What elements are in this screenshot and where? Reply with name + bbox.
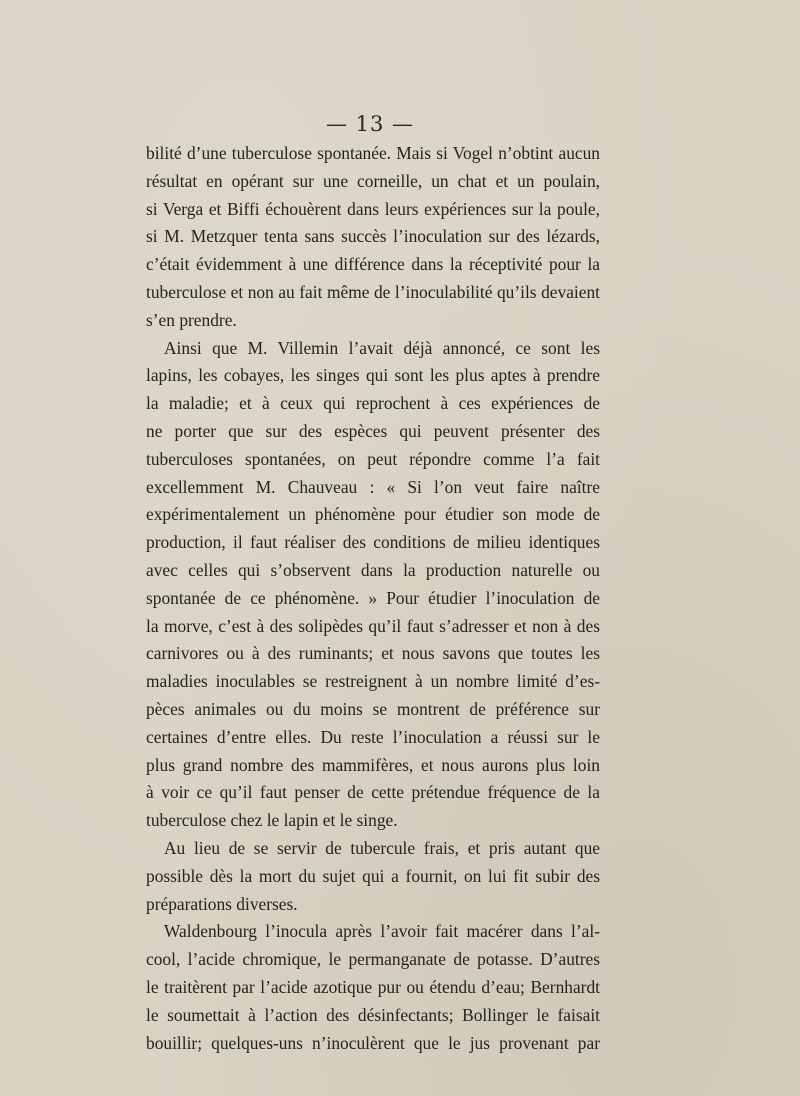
text-line: préparations diverses. — [146, 893, 298, 914]
text-line: spontanée de ce phénomène. » Pour étudier l’inoculation de — [146, 587, 600, 608]
text-line: production, il faut réaliser des conditions de milieu identiques — [146, 532, 600, 553]
text-line: la maladie; et à ceux qui reprochent à ces expériences de — [146, 393, 600, 414]
text-line: lapins, les cobayes, les singes qui sont les plus aptes à prendre — [146, 365, 600, 386]
text-line: tuberculoses spontanées, on peut répondre comme l’a fait — [146, 448, 600, 469]
text-line: si Verga et Biffi échouèrent dans leurs expériences sur la poule, — [146, 198, 600, 219]
text-line: la morve, c’est à des solipèdes qu’il faut s’adresser et non à des — [146, 615, 600, 636]
text-line: expérimentalement un phénomène pour étudier son mode de — [146, 504, 600, 525]
text-line: carnivores ou à des ruminants; et nous savons que toutes les — [146, 643, 600, 664]
body-text — [146, 140, 600, 1057]
text-line: excellemment M. Chauveau : « Si l’on veut faire naître — [146, 476, 600, 497]
text-line: résultat en opérant sur une corneille, un chat et un poulain, — [146, 170, 600, 191]
text-line: s’en prendre. — [146, 309, 237, 330]
text-line: bilité d’une tuberculose spontanée. Mais si Vogel n’obtint aucun — [146, 143, 600, 163]
text-line: possible dès la mort du sujet qui a fournit, on lui fit subir des — [146, 865, 600, 886]
text-line: Ainsi que M. Villemin l’avait déjà annoncé, ce sont les — [164, 337, 600, 358]
text-line: certaines d’entre elles. Du reste l’inoculation a réussi sur le — [146, 726, 600, 747]
text-line: Au lieu de se servir de tubercule frais, et pris autant que — [164, 837, 600, 858]
text-line: pèces animales ou du moins se montrent de préférence sur — [146, 698, 600, 719]
text-line: cool, l’acide chromique, le permanganate de potasse. D’autres — [146, 949, 600, 970]
text-line: ne porter que sur des espèces qui peuvent présenter des — [146, 420, 600, 441]
page-number: — 13 — — [325, 112, 415, 136]
text-line: maladies inoculables se restreignent à un nombre limité d’es- — [146, 671, 600, 692]
text-line: Waldenbourg l’inocula après l’avoir fait macérer dans l’al- — [164, 921, 600, 942]
text-line: le traitèrent par l’acide azotique pur ou étendu d’eau; Bernhardt — [146, 976, 600, 997]
text-line: avec celles qui s’observent dans la production naturelle ou — [146, 559, 600, 580]
text-line: tuberculose et non au fait même de l’inoculabilité qu’ils devaient — [146, 281, 600, 302]
text-line: tuberculose chez le lapin et le singe. — [146, 810, 398, 831]
text-line: à voir ce qu’il faut penser de cette prétendue fréquence de la — [146, 782, 600, 803]
text-line: le soumettait à l’action des désinfectants; Bollinger le faisait — [146, 1004, 600, 1025]
text-line: c’était évidemment à une différence dans la réceptivité pour la — [146, 254, 600, 275]
text-line: si M. Metzquer tenta sans succès l’inoculation sur des lézards, — [146, 226, 600, 247]
text-line: bouillir; quelques-uns n’inoculèrent que le jus provenant par — [146, 1032, 600, 1053]
text-line: plus grand nombre des mammifères, et nous aurons plus loin — [146, 754, 600, 775]
